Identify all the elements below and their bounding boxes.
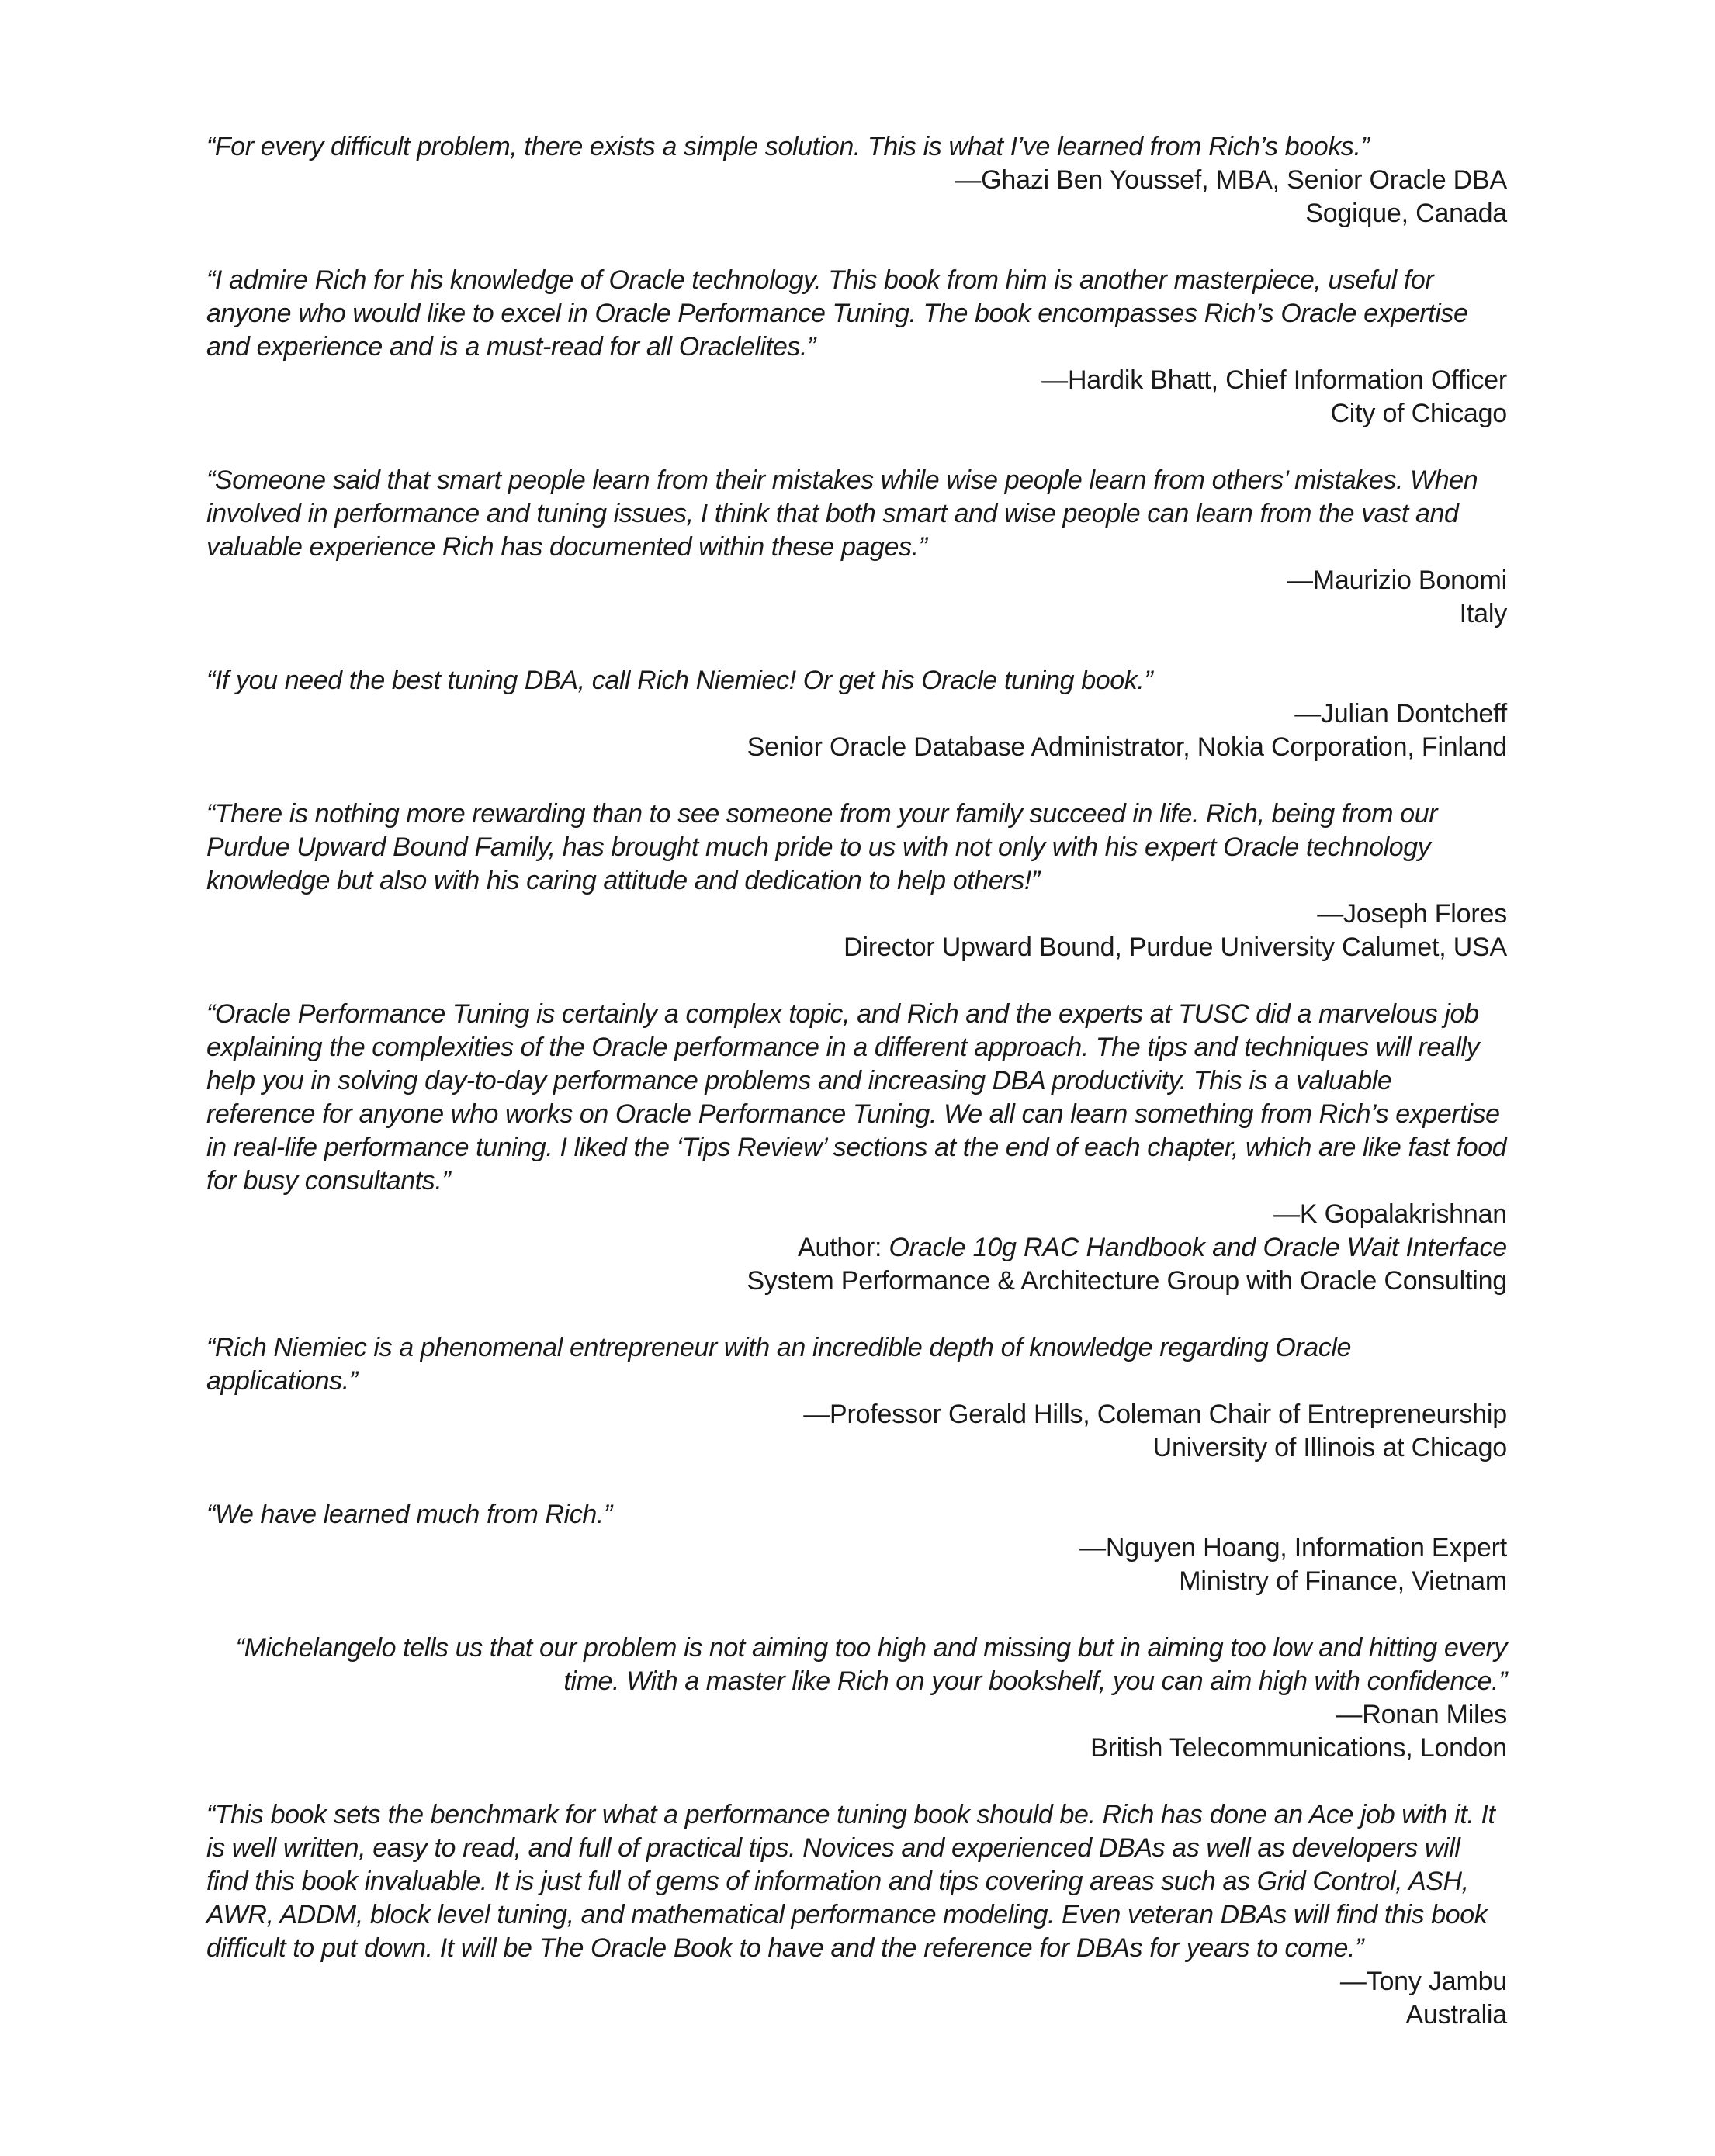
testimonial-author: —Tony Jambu xyxy=(1339,1967,1507,1996)
testimonial xyxy=(206,1798,1507,2032)
testimonial-affiliation: Senior Oracle Database Administrator, Nokia Corporation, Finland xyxy=(747,732,1507,762)
testimonial-author: —Hardik Bhatt, Chief Information Officer xyxy=(1041,365,1507,395)
testimonial-author: —Ghazi Ben Youssef, MBA, Senior Oracle DBA xyxy=(955,165,1507,195)
testimonial-quote: “For every difficult problem, there exists a simple solution. This is what I’ve learned from Rich’s books.” xyxy=(206,132,1370,161)
testimonial-affiliation: Italy xyxy=(1459,599,1507,628)
testimonial xyxy=(206,664,1507,764)
testimonial-quote: “Someone said that smart people learn from their mistakes while wise people learn from others’ mistakes. When involved in performance and tuning issues, I think that both smart and wise people can learn from the vast and valuable experience Rich has documented within these pages.” xyxy=(206,465,1478,562)
testimonial-affiliation: Sogique, Canada xyxy=(1305,199,1507,228)
testimonial-author: —Julian Dontcheff xyxy=(1294,699,1507,728)
testimonial-books-line xyxy=(206,1231,1507,1265)
author-label: Author: xyxy=(797,1233,889,1262)
testimonials-page xyxy=(206,130,1507,2065)
testimonial-quote: “There is nothing more rewarding than to see someone from your family succeed in life. Rich, being from our Purdue Upward Bound Family, has brought much pride to us with not only with his expert Oracle technology knowledge but also with his caring attitude and dedication to help others!” xyxy=(206,799,1438,895)
testimonial-author: —Ronan Miles xyxy=(1336,1700,1507,1729)
testimonial xyxy=(206,998,1507,1298)
testimonial-quote: “Michelangelo tells us that our problem is not aiming too high and missing but in aiming too low and hitting every time. With a master like Rich on your bookshelf, you can aim high with confidence.” xyxy=(235,1633,1507,1696)
testimonial-quote: “We have learned much from Rich.” xyxy=(206,1500,612,1529)
testimonial-affiliation: Australia xyxy=(1405,2000,1507,2030)
testimonial-affiliation: British Telecommunications, London xyxy=(1090,1733,1507,1763)
testimonial-quote: “This book sets the benchmark for what a performance tuning book should be. Rich has done an Ace job with it. It is well written, easy to read, and full of practical tips. Novices and experienced DBAs as well as developers will find this book invaluable. It is just full of gems of information and tips covering areas such as Grid Control, ASH, AWR, ADDM, block level tuning, and mathematical performance modeling. Even veteran DBAs will find this book difficult to put down. It will be The Oracle Book to have and the reference for DBAs for years to come.” xyxy=(206,1800,1495,1963)
testimonial-author: —Professor Gerald Hills, Coleman Chair of Entrepreneurship xyxy=(803,1400,1507,1429)
testimonial-affiliation: University of Illinois at Chicago xyxy=(1152,1433,1507,1462)
testimonial-affiliation: City of Chicago xyxy=(1330,399,1507,428)
testimonial-quote: “If you need the best tuning DBA, call Rich Niemiec! Or get his Oracle tuning book.” xyxy=(206,666,1153,695)
testimonial xyxy=(206,1498,1507,1598)
testimonial xyxy=(206,1331,1507,1465)
testimonial-affiliation: Ministry of Finance, Vietnam xyxy=(1179,1566,1507,1596)
testimonial-quote: “I admire Rich for his knowledge of Oracle technology. This book from him is another masterpiece, useful for anyone who would like to excel in Oracle Performance Tuning. The book encompasses Rich’s Oracle expertise and experience and is a must-read for all Oraclelites.” xyxy=(206,265,1468,362)
testimonial-author: —Nguyen Hoang, Information Expert xyxy=(1079,1533,1507,1562)
testimonial-quote: “Oracle Performance Tuning is certainly a complex topic, and Rich and the experts at TUSC did a marvelous job explaining the complexities of the Oracle performance in a different approach. The tips and techniques will really help you in solving day-to-day performance problems and increasing DBA productivity. This is a valuable reference for anyone who works on Oracle Performance Tuning. We all can learn something from Rich’s expertise in real-life performance tuning. I liked the ‘Tips Review’ sections at the end of each chapter, which are like fast food for busy consultants.” xyxy=(206,999,1507,1196)
testimonial-affiliation: System Performance & Architecture Group with Oracle Consulting xyxy=(747,1266,1507,1296)
testimonial xyxy=(206,130,1507,230)
testimonial-affiliation: Director Upward Bound, Purdue University Calumet, USA xyxy=(844,933,1507,962)
testimonial-author: —Maurizio Bonomi xyxy=(1286,566,1507,595)
testimonial xyxy=(206,798,1507,964)
testimonial-author: —Joseph Flores xyxy=(1317,899,1507,929)
testimonial xyxy=(206,464,1507,631)
testimonial-author: —K Gopalakrishnan xyxy=(1273,1199,1507,1229)
testimonial xyxy=(206,264,1507,431)
testimonial-quote: “Rich Niemiec is a phenomenal entrepreneur with an incredible depth of knowledge regarding Oracle applications.” xyxy=(206,1333,1352,1396)
testimonial xyxy=(206,1632,1507,1765)
book-titles: Oracle 10g RAC Handbook and Oracle Wait Interface xyxy=(889,1233,1507,1262)
